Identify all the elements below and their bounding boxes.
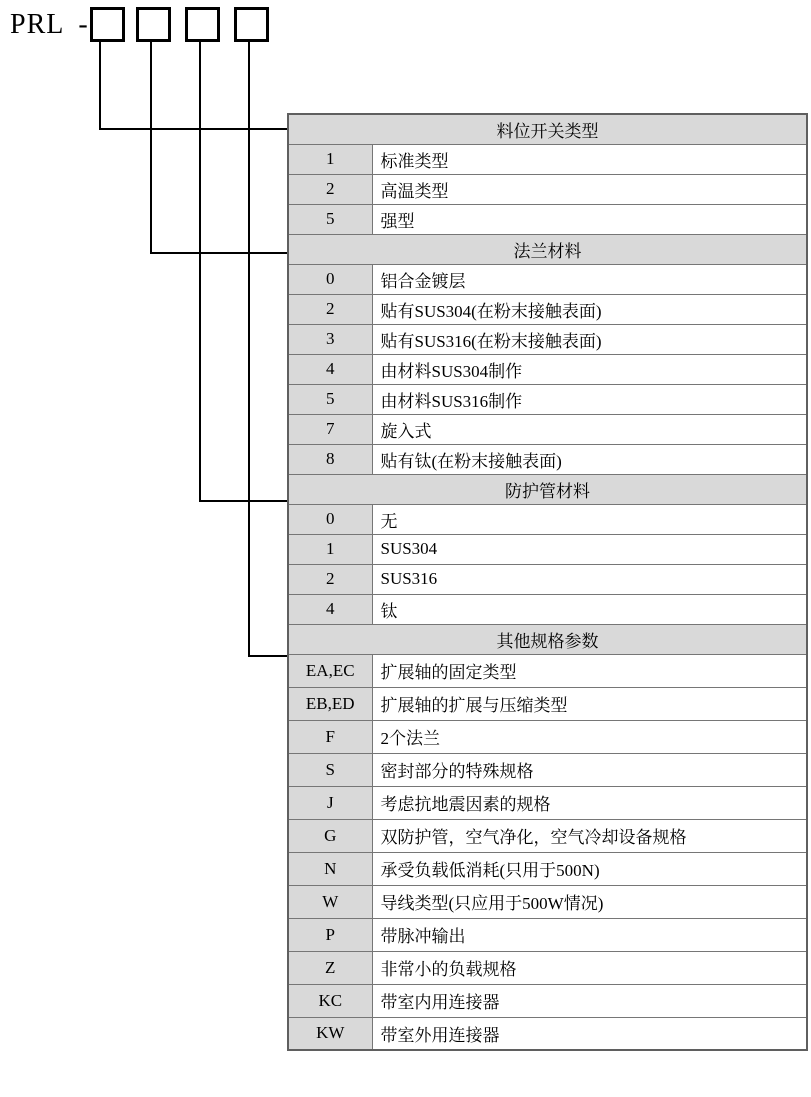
table-row bbox=[288, 786, 807, 819]
desc-cell: 标准类型 bbox=[372, 144, 807, 174]
code-cell: 4 bbox=[288, 594, 372, 624]
connector-line-vertical-2 bbox=[150, 42, 152, 254]
desc-cell: 扩展轴的扩展与压缩类型 bbox=[372, 687, 807, 720]
table-row bbox=[288, 144, 807, 174]
section-title: 法兰材料 bbox=[288, 234, 807, 264]
code-cell: EB,ED bbox=[288, 687, 372, 720]
code-position-box-2 bbox=[136, 7, 171, 42]
desc-cell: 导线类型(只应用于500W情况) bbox=[372, 885, 807, 918]
desc-cell: 钛 bbox=[372, 594, 807, 624]
desc-cell: 带室内用连接器 bbox=[372, 984, 807, 1017]
code-cell: 4 bbox=[288, 354, 372, 384]
table-row bbox=[288, 444, 807, 474]
desc-cell: 贴有SUS316(在粉末接触表面) bbox=[372, 324, 807, 354]
table-row bbox=[288, 918, 807, 951]
table-row bbox=[288, 654, 807, 687]
desc-cell: 铝合金镀层 bbox=[372, 264, 807, 294]
connector-line-horizontal-1 bbox=[99, 128, 288, 130]
table-row bbox=[288, 1017, 807, 1050]
desc-cell: 贴有钛(在粉末接触表面) bbox=[372, 444, 807, 474]
code-position-box-4 bbox=[234, 7, 269, 42]
code-cell: 2 bbox=[288, 294, 372, 324]
code-cell: EA,EC bbox=[288, 654, 372, 687]
section-title: 其他规格参数 bbox=[288, 624, 807, 654]
desc-cell: 双防护管，空气净化，空气冷却设备规格 bbox=[372, 819, 807, 852]
code-cell: J bbox=[288, 786, 372, 819]
section-title: 防护管材料 bbox=[288, 474, 807, 504]
desc-cell: 贴有SUS304(在粉末接触表面) bbox=[372, 294, 807, 324]
code-cell: 3 bbox=[288, 324, 372, 354]
specification-table bbox=[287, 113, 808, 1051]
model-separator: - bbox=[78, 8, 89, 40]
code-cell: KC bbox=[288, 984, 372, 1017]
table-row bbox=[288, 534, 807, 564]
table-row bbox=[288, 720, 807, 753]
table-row bbox=[288, 504, 807, 534]
table-row bbox=[288, 264, 807, 294]
code-cell: 1 bbox=[288, 144, 372, 174]
code-position-box-1 bbox=[90, 7, 125, 42]
table-row bbox=[288, 753, 807, 786]
code-cell: 0 bbox=[288, 264, 372, 294]
desc-cell: 旋入式 bbox=[372, 414, 807, 444]
code-cell: 2 bbox=[288, 564, 372, 594]
code-cell: F bbox=[288, 720, 372, 753]
section-title: 料位开关类型 bbox=[288, 114, 807, 144]
desc-cell: 由材料SUS316制作 bbox=[372, 384, 807, 414]
desc-cell: 2个法兰 bbox=[372, 720, 807, 753]
section-header-row bbox=[288, 474, 807, 504]
code-cell: S bbox=[288, 753, 372, 786]
desc-cell: 扩展轴的固定类型 bbox=[372, 654, 807, 687]
connector-line-horizontal-4 bbox=[248, 655, 288, 657]
table-row bbox=[288, 294, 807, 324]
code-cell: 8 bbox=[288, 444, 372, 474]
code-position-box-3 bbox=[185, 7, 220, 42]
table-row bbox=[288, 324, 807, 354]
model-code-label bbox=[10, 6, 89, 43]
model-prefix: PRL bbox=[10, 8, 65, 40]
desc-cell: 考虑抗地震因素的规格 bbox=[372, 786, 807, 819]
code-cell: 5 bbox=[288, 204, 372, 234]
code-cell: 2 bbox=[288, 174, 372, 204]
desc-cell: 带脉冲输出 bbox=[372, 918, 807, 951]
desc-cell: SUS316 bbox=[372, 564, 807, 594]
code-cell: W bbox=[288, 885, 372, 918]
desc-cell: 由材料SUS304制作 bbox=[372, 354, 807, 384]
desc-cell: 非常小的负载规格 bbox=[372, 951, 807, 984]
section-header-row bbox=[288, 234, 807, 264]
desc-cell: 带室外用连接器 bbox=[372, 1017, 807, 1050]
table-row bbox=[288, 174, 807, 204]
connector-line-vertical-4 bbox=[248, 42, 250, 657]
table-row bbox=[288, 687, 807, 720]
desc-cell: SUS304 bbox=[372, 534, 807, 564]
desc-cell: 高温类型 bbox=[372, 174, 807, 204]
code-cell: 0 bbox=[288, 504, 372, 534]
code-cell: P bbox=[288, 918, 372, 951]
table-row bbox=[288, 354, 807, 384]
code-cell: N bbox=[288, 852, 372, 885]
table-row bbox=[288, 564, 807, 594]
code-cell: KW bbox=[288, 1017, 372, 1050]
table-row bbox=[288, 984, 807, 1017]
connector-line-vertical-1 bbox=[99, 42, 101, 130]
code-cell: Z bbox=[288, 951, 372, 984]
desc-cell: 无 bbox=[372, 504, 807, 534]
desc-cell: 密封部分的特殊规格 bbox=[372, 753, 807, 786]
code-cell: 7 bbox=[288, 414, 372, 444]
table-row bbox=[288, 384, 807, 414]
table-row bbox=[288, 414, 807, 444]
code-cell: G bbox=[288, 819, 372, 852]
connector-line-horizontal-2 bbox=[150, 252, 288, 254]
table-row bbox=[288, 852, 807, 885]
desc-cell: 强型 bbox=[372, 204, 807, 234]
table-row bbox=[288, 885, 807, 918]
section-header-row bbox=[288, 624, 807, 654]
table-row bbox=[288, 819, 807, 852]
table-row bbox=[288, 594, 807, 624]
connector-line-vertical-3 bbox=[199, 42, 201, 502]
table-row bbox=[288, 204, 807, 234]
desc-cell: 承受负载低消耗(只用于500N) bbox=[372, 852, 807, 885]
code-cell: 5 bbox=[288, 384, 372, 414]
code-cell: 1 bbox=[288, 534, 372, 564]
table-row bbox=[288, 951, 807, 984]
section-header-row bbox=[288, 114, 807, 144]
connector-line-horizontal-3 bbox=[199, 500, 288, 502]
